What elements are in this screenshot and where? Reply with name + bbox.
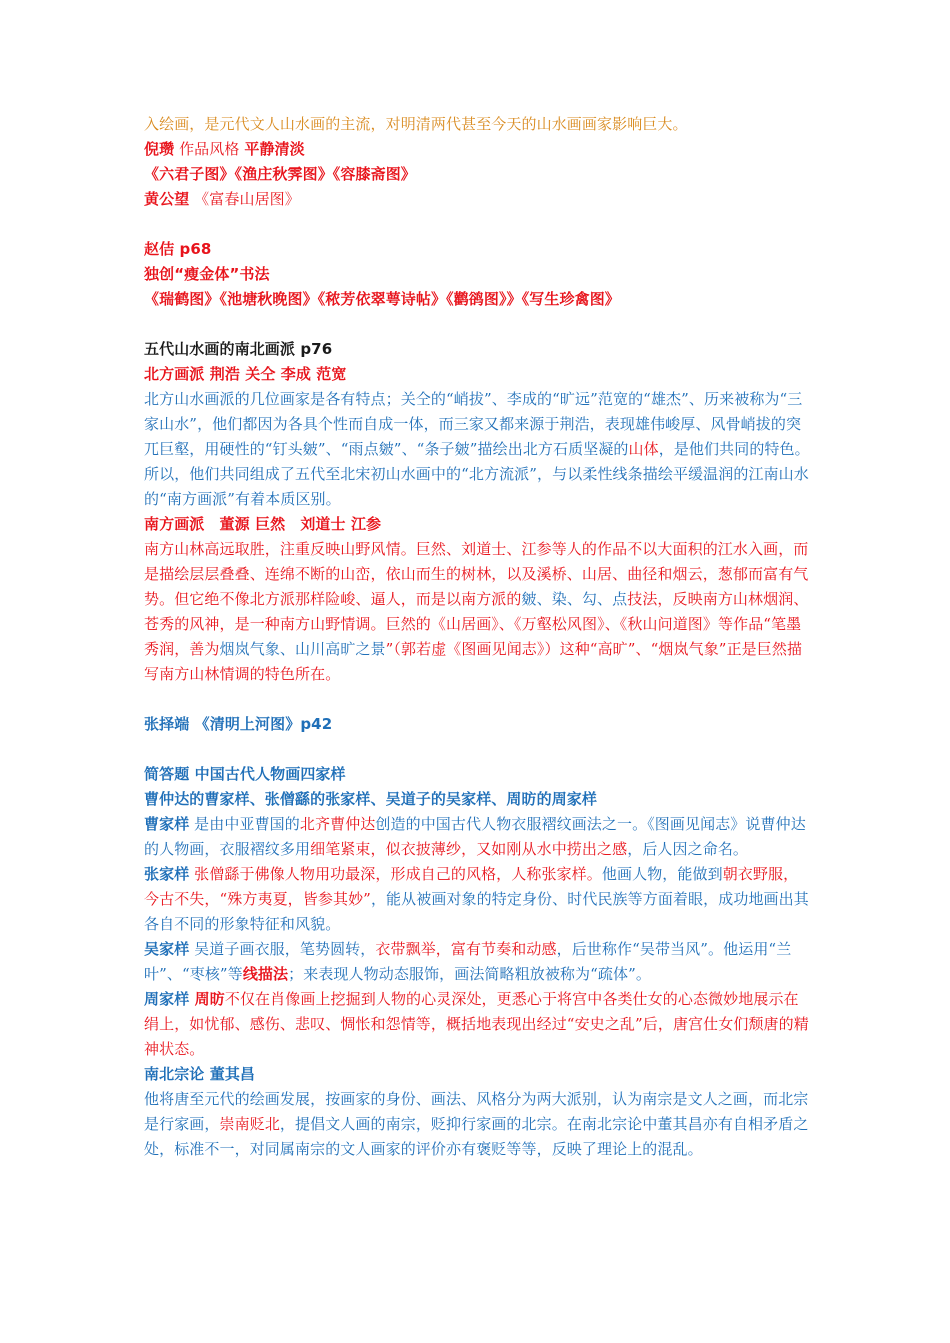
text-segment: 周家样: [144, 990, 190, 1008]
text-segment: 吴家样: [144, 940, 190, 958]
text-segment: 平静清淡: [244, 140, 305, 158]
text-segment: 南方山林高远取胜，注重反映山野风情。巨然、刘道士、江参等人的作品不以大面积的江水入画，而是描绘层层叠叠、连绵不断的山峦，依山而生的树林，以及溪桥、山居、曲径和烟云，葱郁而富有气势。但它绝不像北方派那样险峻、逼人，而是以南方派的: [144, 540, 809, 608]
text-segment: 黄公望: [144, 190, 190, 208]
text-segment: ，后世称作“吴带当风”。他运用“兰叶”、“枣核”等: [144, 940, 792, 983]
line-ni-zan-works: [144, 162, 812, 187]
heading-northern-school: [144, 362, 812, 387]
line-zhang-zeduan: [144, 712, 812, 737]
text-segment: 《瑞鹤图》《池塘秋晚图》《秾芳依翠萼诗帖》《鹳鹆图》》《写生珍禽图》: [144, 290, 620, 308]
text-segment: ，是他们共同的特色。所以，他们共同组成了五代至北宋初山水画中的“北方流派”，与以柔性线条描绘平缓温润的江南山水的“南方画派”有着本质区别。: [144, 440, 810, 508]
text-segment: 曹仲达的曹家样、张僧繇的张家样、吴道子的吴家样、周昉的周家样: [144, 790, 598, 808]
text-segment: ，提倡文人画的南宗，贬抑行家画的北宗。在南北宗论中董其昌亦有自相矛盾之处，标准不一，对同属南宗的文人画家的评价亦有褒贬等等，反映了理论上的混乱。: [144, 1115, 809, 1158]
text-segment: 曹家样: [144, 815, 190, 833]
line-ni-zan: [144, 137, 812, 162]
text-segment: 吴道子画衣服，笔势圆转，: [189, 940, 376, 958]
line-yuan-ink: [144, 112, 812, 137]
para-northern-school: [144, 387, 812, 512]
text-segment: 烟岚气象、山川高旷之景: [219, 640, 386, 658]
text-segment: 《富春山居图》: [189, 190, 300, 208]
text-segment: ”（郭若虚《图画见闻志》）这种“高旷”、“烟岚气象”正是巨然描写南方山林情调的特色所在。: [144, 640, 803, 683]
text-segment: 山体: [628, 440, 659, 458]
spacer: [144, 737, 812, 762]
text-segment: 赵佶 p68: [144, 240, 212, 258]
text-segment: 皴、染、勾、点: [521, 590, 628, 608]
text-segment: 北方画派 荆浩 关仝 李成 范宽: [144, 365, 347, 383]
spacer: [144, 212, 812, 237]
text-segment: 他将唐至元代的绘画发展，按画家的身份、画法、风格分为两大派别，认为南宗是文人之画，而北宗是行家画，: [144, 1090, 809, 1133]
para-wu-style: [144, 937, 812, 987]
text-segment: 创造的中国古代人物衣服褶纹画法之一。《图画见闻志》说曹仲达的人物画，衣服褶纹多用: [144, 815, 806, 858]
para-cao-style: [144, 812, 812, 862]
text-segment: 五代山水画的南北画派 p76: [144, 340, 333, 358]
heading-north-south-theory: [144, 1062, 812, 1087]
text-segment: 作品风格: [174, 140, 245, 158]
spacer: [144, 687, 812, 712]
text-segment: 《六君子图》《渔庄秋霁图》《容膝斋图》: [144, 165, 416, 183]
text-segment: 张僧繇于佛像人物用功最深，形成自己的风格，人称张家样。: [189, 865, 602, 883]
text-segment: 崇南贬北: [219, 1115, 280, 1133]
heading-short-answer: [144, 762, 812, 787]
text-segment: 倪瓒: [144, 140, 175, 158]
heading-five-dynasties: [144, 337, 812, 362]
text-segment: 独创“瘦金体”书法: [144, 265, 270, 283]
text-segment: ，后人因之命名。: [627, 840, 749, 858]
text-segment: 周昉: [189, 990, 225, 1008]
text-segment: 张家样: [144, 865, 190, 883]
text-segment: 简答题 中国古代人物画四家样: [144, 765, 346, 783]
text-segment: 入绘画，是元代文人山水画的主流，对明清两代甚至今天的山水画画家影响巨大。: [144, 115, 688, 133]
line-slender-gold: [144, 262, 812, 287]
text-segment: ，能从被画对象的特定身份、时代民族等方面着眼，成功地画出其各自不同的形象特征和风貌。: [144, 890, 809, 933]
text-segment: 南方画派 董源 巨然 刘道士 江参: [144, 515, 382, 533]
para-zhou-style: [144, 987, 812, 1062]
text-segment: 是由中亚曹国的: [189, 815, 300, 833]
spacer: [144, 312, 812, 337]
text-segment: 张择端 《清明上河图》p42: [144, 715, 333, 733]
line-zhao-ji-works: [144, 287, 812, 312]
text-segment: 不仅在肖像画上挖掘到人物的心灵深处，更悉心于将宫中各类仕女的心态微妙地展示在绢上，如忧郁、感伤、悲叹、惆怅和怨情等，概括地表现出经过“安史之乱”后，唐宫仕女们颓唐的精神状态。: [144, 990, 809, 1058]
line-zhao-ji: [144, 237, 812, 262]
heading-four-styles: [144, 787, 812, 812]
notes-body: [144, 112, 812, 1162]
para-zhang-style: [144, 862, 812, 937]
text-segment: ；来表现人物动态服饰，画法简略粗放被称为“疏体”。: [288, 965, 651, 983]
text-segment: 技法，反映南方山林烟润、苍秀的风神，是一种南方山野情调。巨然的《山居画》、《万壑松风图》、《秋山问道图》等作品“笔墨秀润，善为: [144, 590, 809, 658]
text-segment: 北齐曹仲达: [299, 815, 376, 833]
text-segment: 北方山水画派的几位画家是各有特点；关仝的“峭拔”、李成的“旷远”范宽的“雄杰”、历来被称为“三家山水”，他们都因为各具个性而自成一体，而三家又都来源于荆浩，表现雄伟峻厚、风骨峭拔的突兀巨壑，用硬性的“钉头皴”、“雨点皴”、“条子皴”描绘出北方石质坚凝的: [144, 390, 803, 458]
text-segment: 细笔紧束，似衣披薄纱，又如刚从水中捞出之感: [310, 840, 628, 858]
para-north-south-theory: [144, 1087, 812, 1162]
text-segment: 朝衣野服，今古不失，“殊方夷夏，皆参其妙”: [144, 865, 799, 908]
text-segment: 他画人物，能做到: [601, 865, 723, 883]
text-segment: 衣带飘举，富有节奏和动感: [375, 940, 557, 958]
heading-southern-school: [144, 512, 812, 537]
text-segment: 线描法: [242, 965, 289, 983]
text-segment: 南北宗论 董其昌: [144, 1065, 256, 1083]
line-huang-gongwang: [144, 187, 812, 212]
para-southern-school: [144, 537, 812, 687]
